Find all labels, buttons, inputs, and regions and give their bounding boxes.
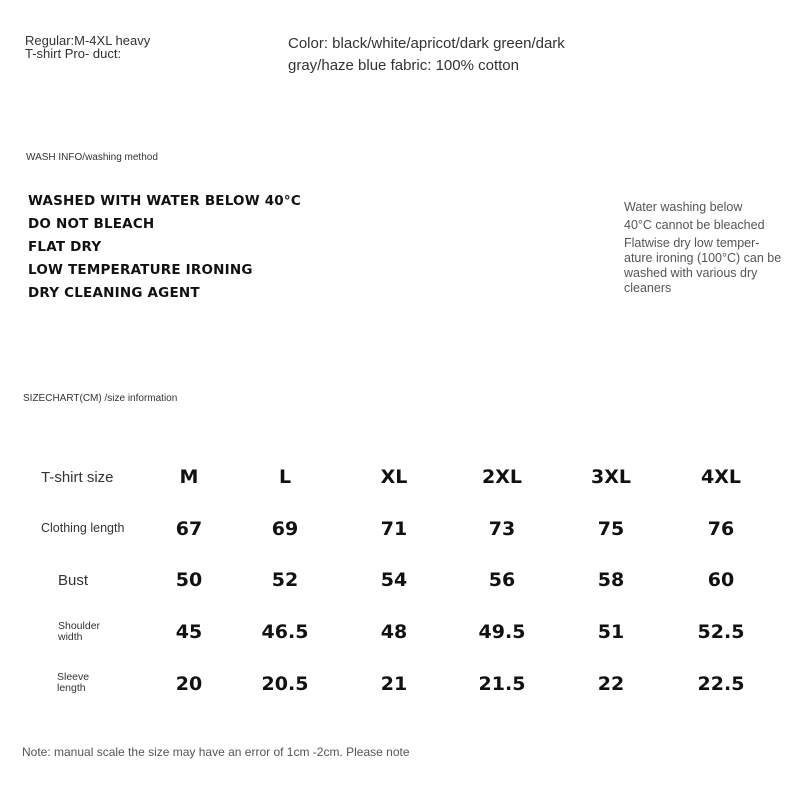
wash-note: Water washing below xyxy=(624,200,743,214)
size-header-4xl: 4XL xyxy=(701,466,741,488)
size-cell: 54 xyxy=(380,569,408,591)
wash-item: DO NOT BLEACH xyxy=(28,216,155,232)
product-line: Regular:M-4XL heavy T-shirt Pro- duct: xyxy=(25,33,151,61)
wash-item: FLAT DRY xyxy=(28,239,102,255)
wash-instructions xyxy=(28,190,301,305)
size-cell: 52.5 xyxy=(697,621,745,643)
size-cell: 46.5 xyxy=(261,621,309,643)
size-header-m: M xyxy=(179,466,199,488)
size-section-title: SIZECHART(CM) /size information xyxy=(23,393,178,404)
size-cell: 56 xyxy=(488,569,516,591)
size-header-label: T-shirt size xyxy=(41,469,114,486)
size-cell: 21 xyxy=(380,673,408,695)
size-header-2xl: 2XL xyxy=(482,466,522,488)
size-cell: 51 xyxy=(597,621,625,643)
size-cell: 50 xyxy=(175,569,203,591)
size-cell: 45 xyxy=(175,621,203,643)
size-cell: 20 xyxy=(175,673,203,695)
wash-item: LOW TEMPERATURE IRONING xyxy=(28,262,253,278)
color-fabric-info: Color: black/white/apricot/dark green/dark gray/haze blue fabric: 100% cotton xyxy=(288,35,565,74)
size-note: Note: manual scale the size may have an error of 1cm -2cm. Please note xyxy=(22,745,410,759)
size-cell: 21.5 xyxy=(478,673,526,695)
wash-item: WASHED WITH WATER BELOW 40°C xyxy=(28,193,301,209)
size-header-l: L xyxy=(278,466,292,488)
row-label-shoulder-width: Shoulder width xyxy=(58,620,101,643)
size-cell: 71 xyxy=(380,518,408,540)
size-cell: 67 xyxy=(175,518,203,540)
size-header-3xl: 3XL xyxy=(591,466,631,488)
row-label-sleeve-length: Sleeve length xyxy=(57,671,90,694)
wash-notes xyxy=(624,200,784,299)
row-label-clothing-length: Clothing length xyxy=(41,521,125,535)
wash-note: 40°C cannot be bleached xyxy=(624,218,765,232)
size-cell: 48 xyxy=(380,621,408,643)
wash-section-title: WASH INFO/washing method xyxy=(26,152,158,163)
size-cell: 75 xyxy=(597,518,625,540)
wash-item: DRY CLEANING AGENT xyxy=(28,285,200,301)
row-label-bust: Bust xyxy=(58,572,89,589)
size-cell: 20.5 xyxy=(261,673,309,695)
size-cell: 76 xyxy=(707,518,735,540)
size-cell: 60 xyxy=(707,569,735,591)
size-cell: 22.5 xyxy=(697,673,745,695)
wash-note: Flatwise dry low temper- ature ironing (100°C) can be washed with various dry cleaners xyxy=(624,236,782,295)
size-cell: 69 xyxy=(271,518,299,540)
size-cell: 58 xyxy=(597,569,625,591)
size-cell: 73 xyxy=(488,518,516,540)
size-header-xl: XL xyxy=(380,466,408,488)
size-cell: 52 xyxy=(271,569,299,591)
size-cell: 22 xyxy=(597,673,625,695)
size-cell: 49.5 xyxy=(478,621,526,643)
